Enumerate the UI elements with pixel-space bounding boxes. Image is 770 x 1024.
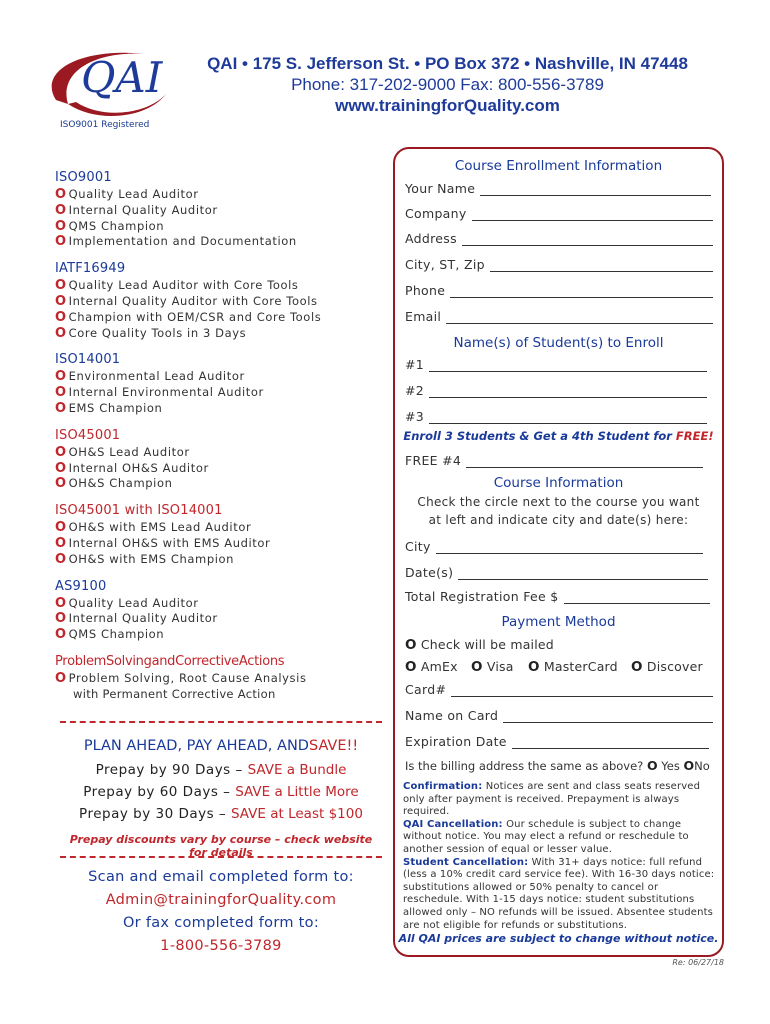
prepay-line: Prepay by 30 Days – SAVE at Least $100 — [79, 806, 363, 822]
course-option[interactable]: O Internal Quality Auditor with Core Tools — [55, 293, 318, 309]
circle-checkbox-icon[interactable]: O — [55, 218, 67, 234]
section-title: ISO45001 with ISO14001 — [55, 503, 223, 519]
section-iso45001-iso14001 — [55, 503, 385, 567]
course-option[interactable]: O Implementation and Documentation — [55, 234, 297, 250]
section-title: AS9100 — [55, 578, 107, 594]
student-1-field[interactable]: #1 — [405, 354, 707, 372]
circle-checkbox-icon[interactable]: O — [55, 309, 67, 325]
iso-registered-label: ISO9001 Registered — [60, 120, 150, 130]
prepay-line: Prepay by 90 Days – SAVE a Bundle — [95, 762, 347, 778]
divider-line — [60, 721, 382, 723]
circle-checkbox-icon[interactable]: O — [646, 758, 658, 773]
your-name-field[interactable]: Your Name — [405, 178, 711, 196]
circle-checkbox-icon: O — [405, 637, 417, 653]
card-number-field[interactable]: Card# — [405, 679, 713, 697]
course-info-instructions: at left and indicate city and date(s) here: — [428, 513, 689, 527]
address-field[interactable]: Address — [405, 228, 713, 246]
student-2-field[interactable]: #2 — [405, 380, 707, 398]
circle-checkbox-icon[interactable]: O — [55, 476, 67, 492]
mastercard-option[interactable]: O MasterCard — [528, 659, 618, 675]
course-option[interactable]: O Quality Lead Auditor — [55, 595, 199, 611]
circle-checkbox-icon[interactable]: O — [55, 385, 67, 401]
plan-ahead-title: PLAN AHEAD, PAY AHEAD, ANDSAVE!! — [83, 738, 359, 754]
course-option[interactable]: O Internal OH&S with EMS Auditor — [55, 535, 271, 551]
course-option[interactable]: O QMS Champion — [55, 218, 165, 234]
circle-checkbox-icon: O — [405, 659, 417, 675]
circle-checkbox-icon[interactable]: O — [55, 551, 67, 567]
scan-instruction: Scan and email completed form to: — [88, 869, 354, 885]
billing-question: Is the billing address the same as above? O Yes ONo — [405, 758, 710, 773]
expiration-date-field[interactable]: Expiration Date — [405, 731, 709, 749]
circle-checkbox-icon[interactable]: O — [55, 325, 67, 341]
email-field[interactable]: Email — [405, 306, 713, 324]
course-option[interactable]: O OH&S Champion — [55, 476, 173, 492]
course-option[interactable]: O EMS Champion — [55, 400, 163, 416]
section-title: ProblemSolvingandCorrectiveActions — [55, 653, 285, 669]
circle-checkbox-icon[interactable]: O — [683, 758, 695, 773]
contact-fax: 1-800-556-3789 — [160, 938, 282, 954]
policy-text: Confirmation: Notices are sent and class seats reserved only after payment is received. Prepayment is always required. QAI Cancellation: Our schedule is subject to change without notice. You may elect a refund or reschedule to another session of equal or lesser value. Student Cancellation: With 31+ days notice: full refund (less a 10% credit card service fee). With 16-30 days notice: substitutions allowed or 50% penalty to cancel or reschedule. With 1-15 days notice: student substitutions allowed only – NO refunds will be issued. Absentee students are not eligible for refunds or substitutions. — [403, 781, 715, 931]
circle-checkbox-icon[interactable]: O — [55, 535, 67, 551]
free-student-promo: Enroll 3 Students & Get a 4th Student for FREE! — [403, 429, 714, 443]
section-as9100 — [55, 579, 385, 643]
students-title: Name(s) of Student(s) to Enroll — [453, 335, 664, 351]
dates-field[interactable]: Date(s) — [405, 562, 708, 580]
circle-checkbox-icon[interactable]: O — [55, 293, 67, 309]
discover-option[interactable]: O Discover — [631, 659, 703, 675]
free-student-field[interactable]: FREE #4 — [405, 450, 703, 468]
course-option[interactable]: O Internal Environmental Auditor — [55, 385, 264, 401]
circle-checkbox-icon[interactable]: O — [55, 595, 67, 611]
student-3-field[interactable]: #3 — [405, 406, 707, 424]
circle-checkbox-icon[interactable]: O — [55, 369, 67, 385]
course-option[interactable]: O Quality Lead Auditor — [55, 187, 199, 202]
course-option[interactable]: O QMS Champion — [55, 627, 165, 643]
circle-checkbox-icon[interactable]: O — [55, 278, 67, 294]
circle-checkbox-icon[interactable]: O — [55, 187, 67, 202]
header-phone-fax: Phone: 317-202-9000 Fax: 800-556-3789 — [291, 75, 604, 94]
billing-yes-label[interactable]: Yes — [661, 759, 680, 773]
course-option[interactable]: O Environmental Lead Auditor — [55, 369, 245, 385]
circle-checkbox-icon[interactable]: O — [55, 444, 67, 460]
circle-checkbox-icon[interactable]: O — [55, 520, 67, 536]
course-option[interactable]: O Quality Lead Auditor with Core Tools — [55, 278, 299, 294]
course-list — [55, 170, 385, 713]
qai-logo — [38, 42, 168, 127]
phone-field[interactable]: Phone — [405, 280, 713, 298]
section-iso14001 — [55, 352, 385, 416]
name-on-card-field[interactable]: Name on Card — [405, 705, 713, 723]
circle-checkbox-icon[interactable]: O — [55, 400, 67, 416]
prices-note: All QAI prices are subject to change without notice. — [398, 932, 719, 945]
circle-checkbox-icon[interactable]: O — [55, 611, 67, 627]
company-field[interactable]: Company — [405, 203, 713, 221]
section-title: ISO45001 — [55, 427, 121, 443]
city-field[interactable]: City — [405, 536, 703, 554]
amex-option[interactable]: O AmEx — [405, 659, 458, 675]
section-title: IATF16949 — [55, 261, 126, 277]
enrollment-title: Course Enrollment Information — [454, 158, 663, 174]
city-st-zip-field[interactable]: City, ST, Zip — [405, 254, 713, 272]
circle-checkbox-icon[interactable]: O — [55, 202, 67, 218]
section-title: ISO9001 — [55, 170, 112, 185]
section-iatf16949 — [55, 261, 385, 341]
course-option[interactable]: O OH&S with EMS Lead Auditor — [55, 520, 252, 536]
billing-no-label[interactable]: No — [694, 759, 710, 773]
fax-instruction: Or fax completed form to: — [122, 915, 320, 931]
section-problem-solving — [55, 654, 385, 702]
check-option[interactable]: O Check will be mailed — [405, 637, 554, 653]
header-address: QAI • 175 S. Jefferson St. • PO Box 372 • Nashville, IN 47448 — [207, 54, 688, 73]
course-option[interactable]: O Internal OH&S Auditor — [55, 460, 209, 476]
circle-checkbox-icon: O — [528, 659, 540, 675]
circle-checkbox-icon: O — [631, 659, 643, 675]
divider-line — [60, 856, 382, 858]
course-option[interactable]: O Champion with OEM/CSR and Core Tools — [55, 309, 322, 325]
contact-email[interactable]: Admin@trainingforQuality.com — [105, 892, 337, 908]
course-option[interactable]: O Internal Quality Auditor — [55, 202, 218, 218]
logo-text: QAI — [81, 53, 163, 102]
section-iso9001 — [55, 170, 385, 250]
payment-title: Payment Method — [501, 614, 616, 630]
visa-option[interactable]: O Visa — [471, 659, 514, 675]
course-option[interactable]: O OH&S with EMS Champion — [55, 551, 235, 567]
course-info-title: Course Information — [493, 475, 624, 491]
circle-checkbox-icon[interactable]: O — [55, 670, 67, 686]
registration-fee-field[interactable]: Total Registration Fee $ — [405, 586, 710, 604]
circle-checkbox-icon[interactable]: O — [55, 234, 67, 250]
circle-checkbox-icon[interactable]: O — [55, 460, 67, 476]
course-option[interactable]: O OH&S Lead Auditor — [55, 444, 190, 460]
course-option[interactable]: O Core Quality Tools in 3 Days — [55, 325, 247, 341]
header-website[interactable]: www.trainingforQuality.com — [335, 96, 560, 115]
revision-date: Re: 06/27/18 — [672, 958, 724, 967]
section-iso45001 — [55, 428, 385, 492]
course-info-instructions: Check the circle next to the course you want — [417, 495, 700, 509]
circle-checkbox-icon: O — [471, 659, 483, 675]
section-title: ISO14001 — [55, 352, 121, 368]
course-option[interactable]: O Problem Solving, Root Cause Analysis — [55, 670, 307, 686]
circle-checkbox-icon[interactable]: O — [55, 627, 67, 643]
prepay-line: Prepay by 60 Days – SAVE a Little More — [83, 784, 359, 800]
course-option-continuation: with Permanent Corrective Action — [73, 686, 276, 701]
course-option[interactable]: O Internal Quality Auditor — [55, 611, 218, 627]
discounts-note: Prepay discounts vary by course – check website for details — [69, 833, 373, 859]
